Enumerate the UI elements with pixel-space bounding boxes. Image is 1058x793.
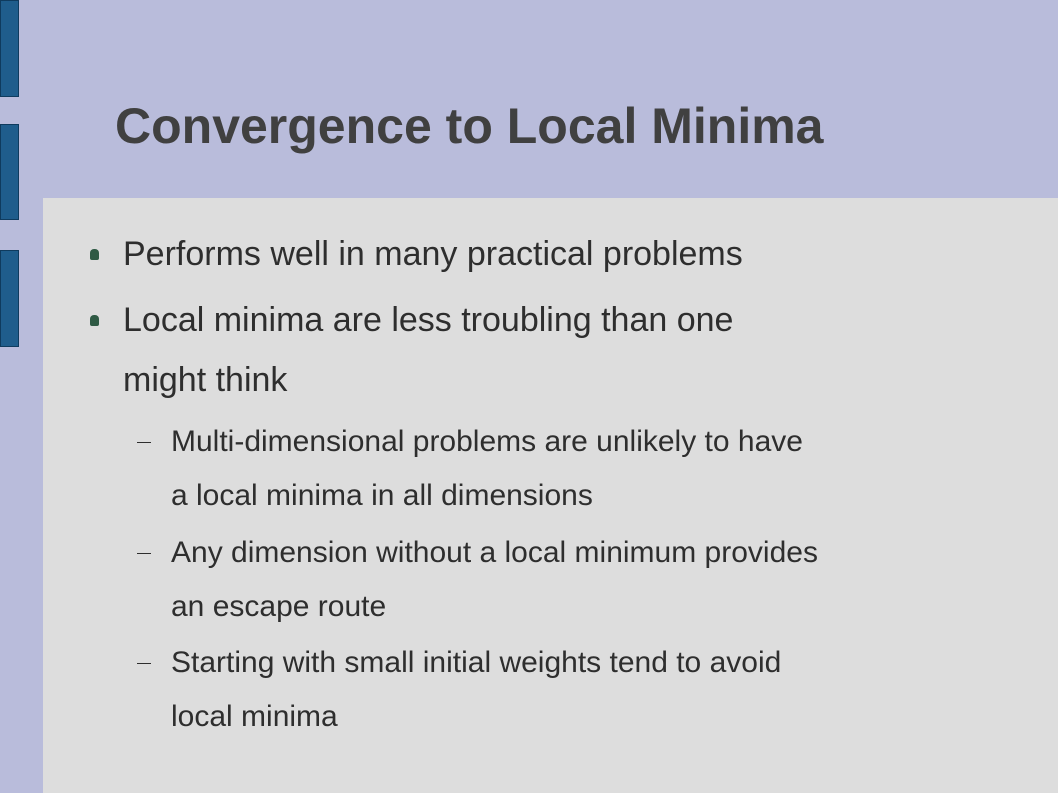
content-panel bbox=[43, 198, 1058, 793]
decorative-side-bar-bottom bbox=[0, 250, 19, 347]
bullet-dot-icon bbox=[90, 249, 99, 260]
bullet-text-line1: Local minima are less troubling than one bbox=[123, 301, 734, 339]
bullet-list bbox=[43, 198, 1058, 793]
sub-bullet-text-line2: local minima bbox=[171, 700, 338, 733]
sub-bullet-continuation bbox=[171, 580, 991, 634]
dash-icon bbox=[137, 663, 151, 664]
sub-bullet-text-line1: Any dimension without a local minimum provides bbox=[171, 536, 818, 569]
sub-bullet-continuation bbox=[171, 690, 991, 744]
slide-title: Convergence to Local Minima bbox=[115, 98, 824, 154]
sub-bullet-text-line2: an escape route bbox=[171, 590, 387, 623]
sub-bullet-item bbox=[171, 526, 991, 580]
sub-bullet-text-line1: Multi-dimensional problems are unlikely to have bbox=[171, 425, 803, 458]
bullet-text: Performs well in many practical problems bbox=[123, 235, 743, 273]
sub-bullet-item bbox=[171, 415, 991, 469]
decorative-side-bar-middle bbox=[0, 124, 19, 220]
sub-bullet-text-line2: a local minima in all dimensions bbox=[171, 479, 593, 512]
bullet-item bbox=[123, 290, 923, 350]
bullet-continuation bbox=[123, 350, 923, 410]
dash-icon bbox=[137, 442, 151, 443]
dash-icon bbox=[137, 553, 151, 554]
bullet-text-line2: might think bbox=[123, 361, 288, 399]
bullet-item bbox=[123, 224, 923, 284]
sub-bullet-item bbox=[171, 636, 991, 690]
sub-bullet-text-line1: Starting with small initial weights tend to avoid bbox=[171, 646, 782, 679]
bullet-dot-icon bbox=[90, 315, 99, 326]
sub-bullet-continuation bbox=[171, 469, 991, 523]
decorative-side-bar-top bbox=[0, 0, 19, 97]
